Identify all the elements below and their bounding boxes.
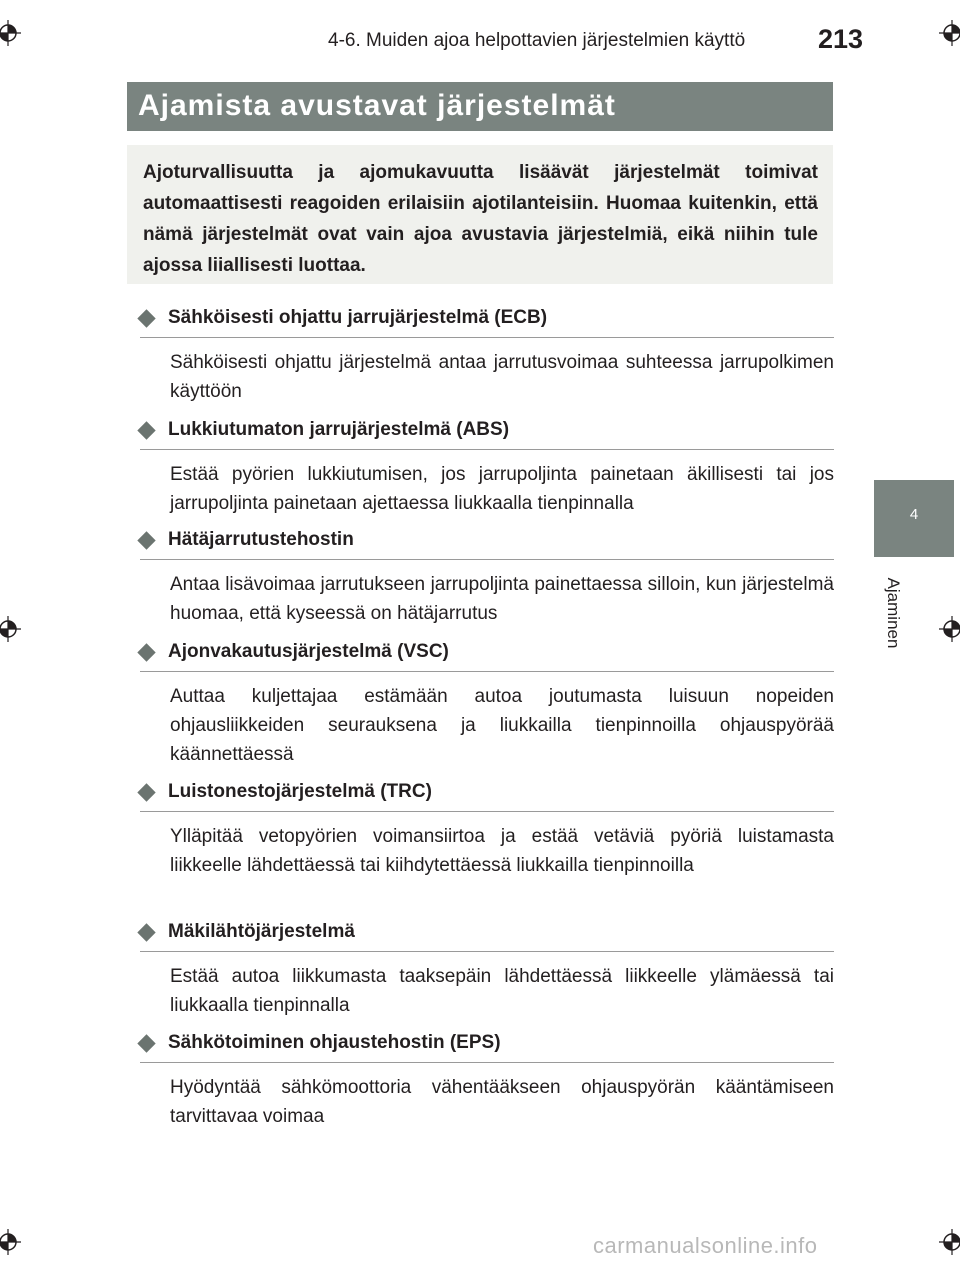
- feature-hill-start-assist: [140, 920, 834, 1020]
- feature-title: Lukkiutumaton jarrujärjestelmä (ABS): [168, 419, 510, 440]
- feature-title: Luistonestojärjestelmä (TRC): [168, 781, 432, 802]
- registration-mark-middle-right: [939, 616, 960, 642]
- registration-mark-top-right: [939, 20, 960, 46]
- running-head: 4-6. Muiden ajoa helpottavien järjestelmien käyttö: [328, 30, 746, 51]
- chapter-tab: [874, 480, 954, 557]
- feature-title: Ajonvakautusjärjestelmä (VSC): [168, 641, 449, 662]
- feature-title: Mäkilähtöjärjestelmä: [168, 921, 355, 942]
- feature-heading: [140, 418, 834, 450]
- feature-body: Hyödyntää sähkömoottoria vähentääkseen ohjauspyörän kääntämiseen tarvittavaa voimaa: [170, 1077, 834, 1127]
- chapter-label-text: Ajaminen: [884, 577, 903, 649]
- diamond-bullet-icon: [137, 309, 155, 327]
- feature-body: Estää pyörien lukkiutumisen, jos jarrupoljinta painetaan äkillisesti tai jos jarrupoljinta painetaan ajettaessa liukkaalla tienpinnalla: [170, 464, 834, 514]
- registration-mark-bottom-right: [939, 1229, 960, 1255]
- section-title: Ajamista avustavat järjestelmät: [127, 82, 833, 131]
- chapter-label: [882, 568, 904, 658]
- diamond-bullet-icon: [137, 923, 155, 941]
- feature-trc: [140, 780, 834, 880]
- registration-mark-middle-left: [0, 616, 21, 642]
- feature-ecb: [140, 306, 834, 406]
- feature-title: Sähköisesti ohjattu jarrujärjestelmä (ECB): [168, 307, 548, 328]
- feature-heading: [140, 528, 834, 560]
- feature-vsc: [140, 640, 834, 769]
- diamond-bullet-icon: [137, 421, 155, 439]
- feature-body: Auttaa kuljettajaa estämään autoa joutumasta luisuun nopeiden ohjausliikkeiden seurauksena ja liukkailla tienpinnoilla ohjauspyörää käännettäessä: [170, 686, 834, 765]
- diamond-bullet-icon: [137, 643, 155, 661]
- diamond-bullet-icon: [137, 1034, 155, 1052]
- feature-heading: [140, 1031, 834, 1063]
- feature-abs: [140, 418, 834, 518]
- feature-body: Estää autoa liikkumasta taaksepäin lähdettäessä liikkeelle ylämäessä tai liukkaalla tienpinnalla: [170, 966, 834, 1016]
- intro-box: Ajoturvallisuutta ja ajomukavuutta lisäävät järjestelmät toimivat automaattisesti reagoiden erilaisiin ajotilanteisiin. Huomaa kuitenkin, että nämä järjestelmät ovat vain ajoa avustavia järjestelmiä, eikä niihin tule ajossa liiallisesti luottaa.: [127, 145, 833, 284]
- page-number: 213: [818, 24, 864, 54]
- feature-heading: [140, 306, 834, 338]
- feature-body: Sähköisesti ohjattu järjestelmä antaa jarrutusvoimaa suhteessa jarrupolkimen käyttöön: [170, 352, 834, 402]
- watermark: carmanualsonline.info: [593, 1233, 818, 1258]
- feature-title: Sähkötoiminen ohjaustehostin (EPS): [168, 1032, 501, 1053]
- chapter-number: 4: [909, 506, 919, 523]
- registration-mark-top-left: [0, 20, 21, 46]
- feature-heading: [140, 920, 834, 952]
- feature-title: Hätäjarrutustehostin: [168, 529, 354, 550]
- feature-body: Ylläpitää vetopyörien voimansiirtoa ja estää vetäviä pyöriä luistamasta liikkeelle lähdettäessä tai kiihdytettäessä liukkailla tienpinnoilla: [170, 826, 834, 876]
- diamond-bullet-icon: [137, 783, 155, 801]
- diamond-bullet-icon: [137, 531, 155, 549]
- feature-eps: [140, 1031, 834, 1131]
- feature-heading: [140, 640, 834, 672]
- feature-heading: [140, 780, 834, 812]
- registration-mark-bottom-left: [0, 1229, 21, 1255]
- feature-brake-assist: [140, 528, 834, 628]
- feature-body: Antaa lisävoimaa jarrutukseen jarrupoljinta painettaessa silloin, kun järjestelmä huomaa, että kyseessä on hätäjarrutus: [170, 574, 834, 624]
